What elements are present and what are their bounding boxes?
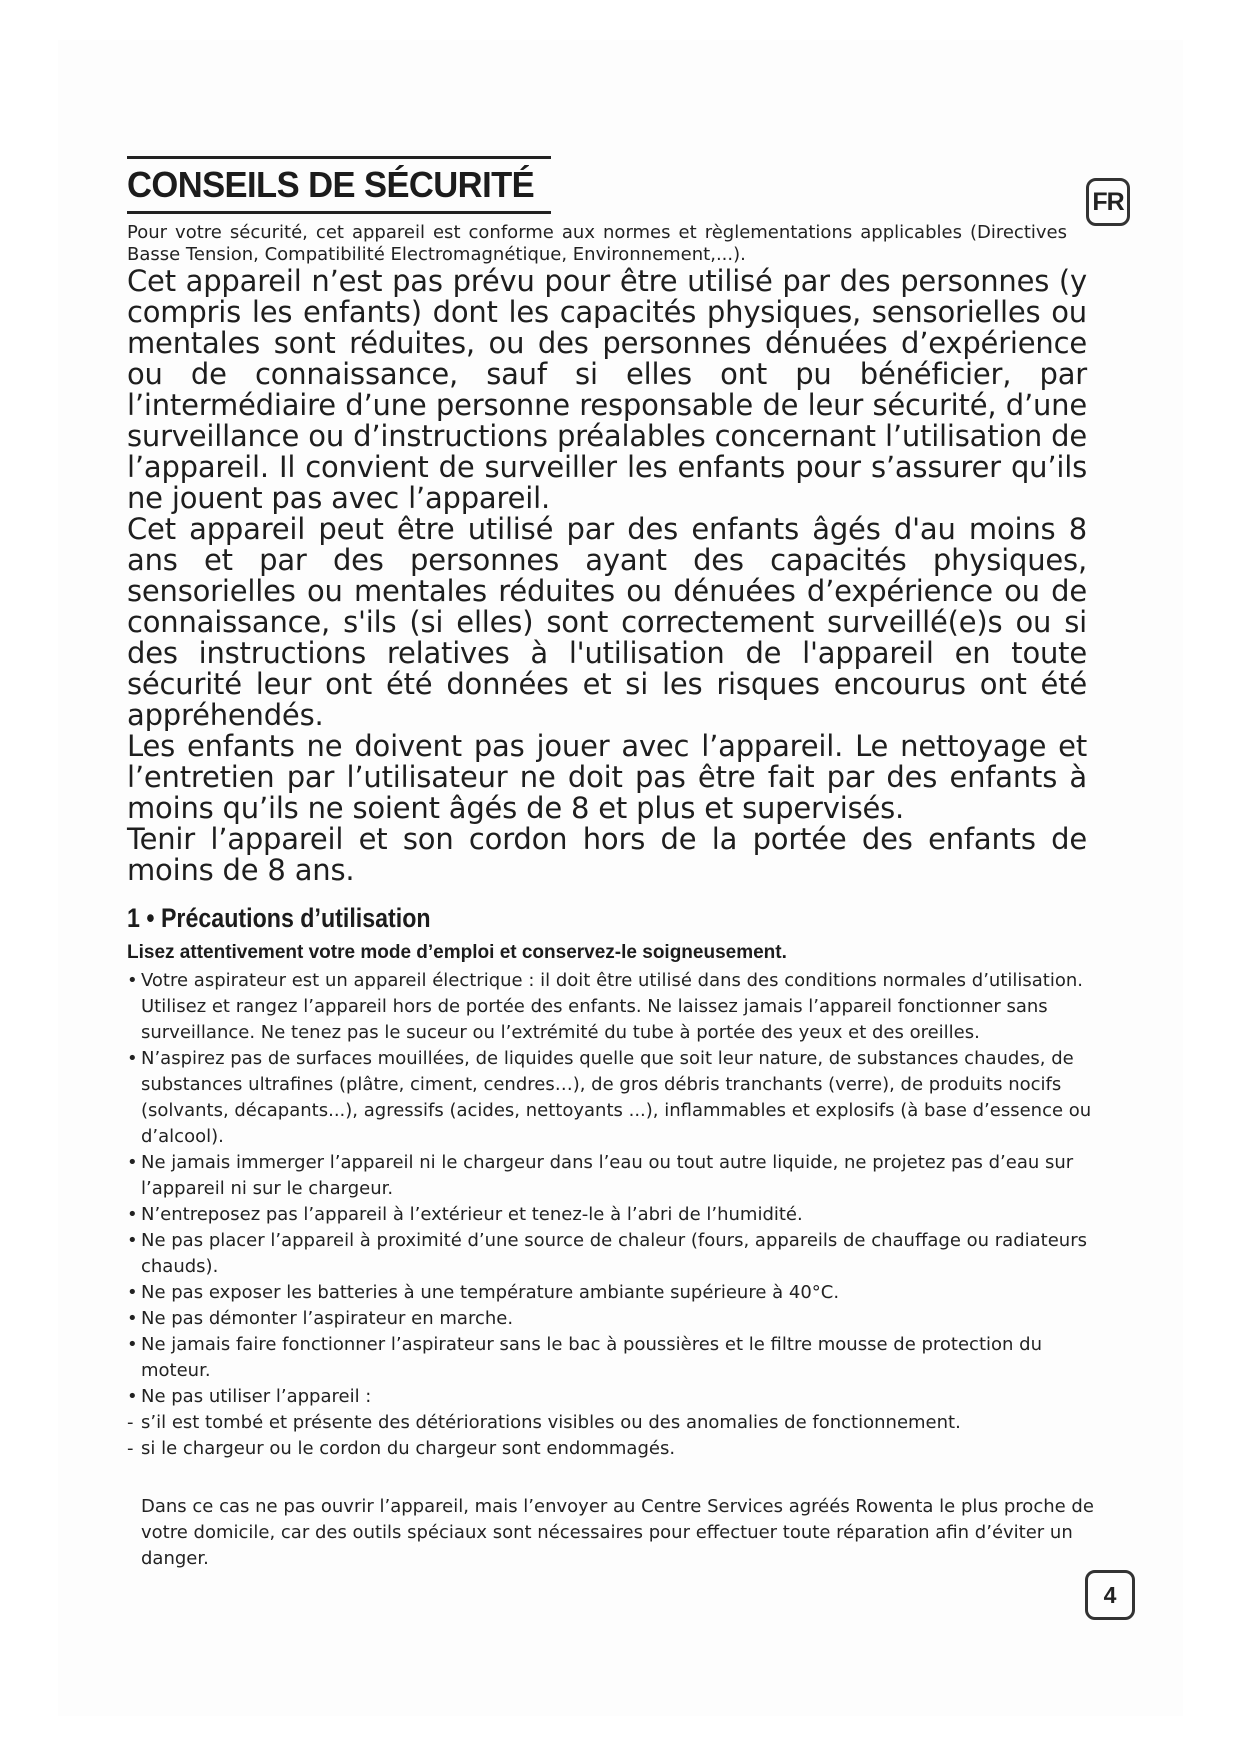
bullet-marker: •	[127, 1204, 138, 1225]
bullet-marker: •	[127, 1230, 138, 1251]
closing-paragraph: Dans ce cas ne pas ouvrir l’appareil, mais l’envoyer au Centre Services agréés Rowenta le plus proche de votre domicile, car des outils spéciaux sont nécessaires pour effectuer toute réparation afin d’éviter un danger.	[141, 1496, 1094, 1569]
list-item	[127, 1306, 1097, 1332]
list-item-text: Ne jamais immerger l’appareil ni le chargeur dans l’eau ou tout autre liquide, ne projetez pas d’eau sur l’appareil ni sur le chargeur.	[141, 1152, 1074, 1199]
warning-paragraph: Tenir l’appareil et son cordon hors de la portée des enfants de moins de 8 ans.	[127, 822, 1087, 887]
bullet-marker: •	[127, 970, 138, 991]
section-lead: Lisez attentivement votre mode d’emploi et conservez-le soigneusement.	[127, 942, 787, 963]
bullet-marker: •	[127, 1048, 138, 1069]
page-title: CONSEILS DE SÉCURITÉ	[127, 164, 535, 205]
bullet-marker: •	[127, 1386, 138, 1407]
list-item-text: N’entreposez pas l’appareil à l’extérieur et tenez-le à l’abri de l’humidité.	[141, 1204, 803, 1225]
list-item-text: Ne pas démonter l’aspirateur en marche.	[141, 1308, 514, 1329]
list-item	[127, 1384, 1097, 1410]
list-item-text: N’aspirez pas de surfaces mouillées, de liquides quelle que soit leur nature, de substances chaudes, de substances ultrafines (plâtre, ciment, cendres…), de gros débris tranchants (verre), de produits nocifs (solvants, décapants...), agressifs (acides, nettoyants ...), inflammables et explosifs (à base d’essence ou d’alcool).	[141, 1048, 1092, 1147]
precautions-list	[127, 968, 1097, 1462]
list-item	[127, 1436, 1097, 1462]
list-item	[127, 1280, 1097, 1306]
list-item	[127, 968, 1097, 1046]
title-block	[127, 156, 551, 214]
section-title: 1 • Précautions d’utilisation	[127, 903, 431, 933]
list-item-text: Ne jamais faire fonctionner l’aspirateur sans le bac à poussières et le filtre mousse de protection du moteur.	[141, 1334, 1042, 1381]
warning-paragraph: Les enfants ne doivent pas jouer avec l’appareil. Le nettoyage et l’entretien par l’utilisateur ne doit pas être fait par des enfants à moins qu’ils ne soient âgés de 8 et plus et supervisés.	[127, 729, 1087, 825]
intro-paragraph: Pour votre sécurité, cet appareil est conforme aux normes et règlementations applicables (Directives Basse Tension, Compatibilité Electromagnétique, Environnement,...).	[127, 222, 1067, 265]
page-number: 4	[1085, 1570, 1135, 1620]
list-item	[127, 1150, 1097, 1202]
list-item-text: Ne pas exposer les batteries à une température ambiante supérieure à 40°C.	[141, 1282, 840, 1303]
list-item-text: s’il est tombé et présente des détériorations visibles ou des anomalies de fonctionnement.	[141, 1412, 961, 1433]
list-item-text: si le chargeur ou le cordon du chargeur sont endommagés.	[141, 1438, 676, 1459]
bullet-marker: •	[127, 1334, 138, 1355]
list-item	[127, 1046, 1097, 1150]
list-item	[127, 1202, 1097, 1228]
list-item-text: Ne pas utiliser l’appareil :	[141, 1386, 372, 1407]
warning-paragraph: Cet appareil peut être utilisé par des enfants âgés d'au moins 8 ans et par des personnes ayant des capacités physiques, sensorielles ou mentales réduites ou dénuées d’expérience ou de connaissance, s'ils (si elles) sont correctement surveillé(e)s ou si des instructions relatives à l'utilisation de l'appareil en toute sécurité leur ont été données et si les risques encourus ont été appréhendés.	[127, 512, 1087, 732]
bullet-marker: •	[127, 1308, 138, 1329]
list-item	[127, 1228, 1097, 1280]
language-badge: FR	[1086, 178, 1130, 226]
bullet-marker: •	[127, 1282, 138, 1303]
dash-marker: -	[127, 1412, 134, 1433]
bullet-marker: •	[127, 1152, 138, 1173]
warning-paragraph: Cet appareil n’est pas prévu pour être utilisé par des personnes (y compris les enfants) dont les capacités physiques, sensorielles ou mentales sont réduites, ou des personnes dénuées d’expérience ou de connaissance, sauf si elles ont pu bénéficier, par l’intermédiaire d’une personne responsable de leur sécurité, d’une surveillance ou d’instructions préalables concernant l’utilisation de l’appareil. Il convient de surveiller les enfants pour s’assurer qu’ils ne jouent pas avec l’appareil.	[127, 264, 1087, 515]
list-item	[127, 1410, 1097, 1436]
list-item-text: Votre aspirateur est un appareil électrique : il doit être utilisé dans des conditions normales d’utilisation. Utilisez et rangez l’appareil hors de portée des enfants. Ne laissez jamais l’appareil fonctionner sans surveillance. Ne tenez pas le suceur ou l’extrémité du tube à portée des yeux et des oreilles.	[141, 970, 1083, 1043]
list-item-text: Ne pas placer l’appareil à proximité d’une source de chaleur (fours, appareils de chauffage ou radiateurs chauds).	[141, 1230, 1087, 1277]
dash-marker: -	[127, 1438, 134, 1459]
safety-warnings	[127, 266, 1087, 886]
list-item	[127, 1332, 1097, 1384]
